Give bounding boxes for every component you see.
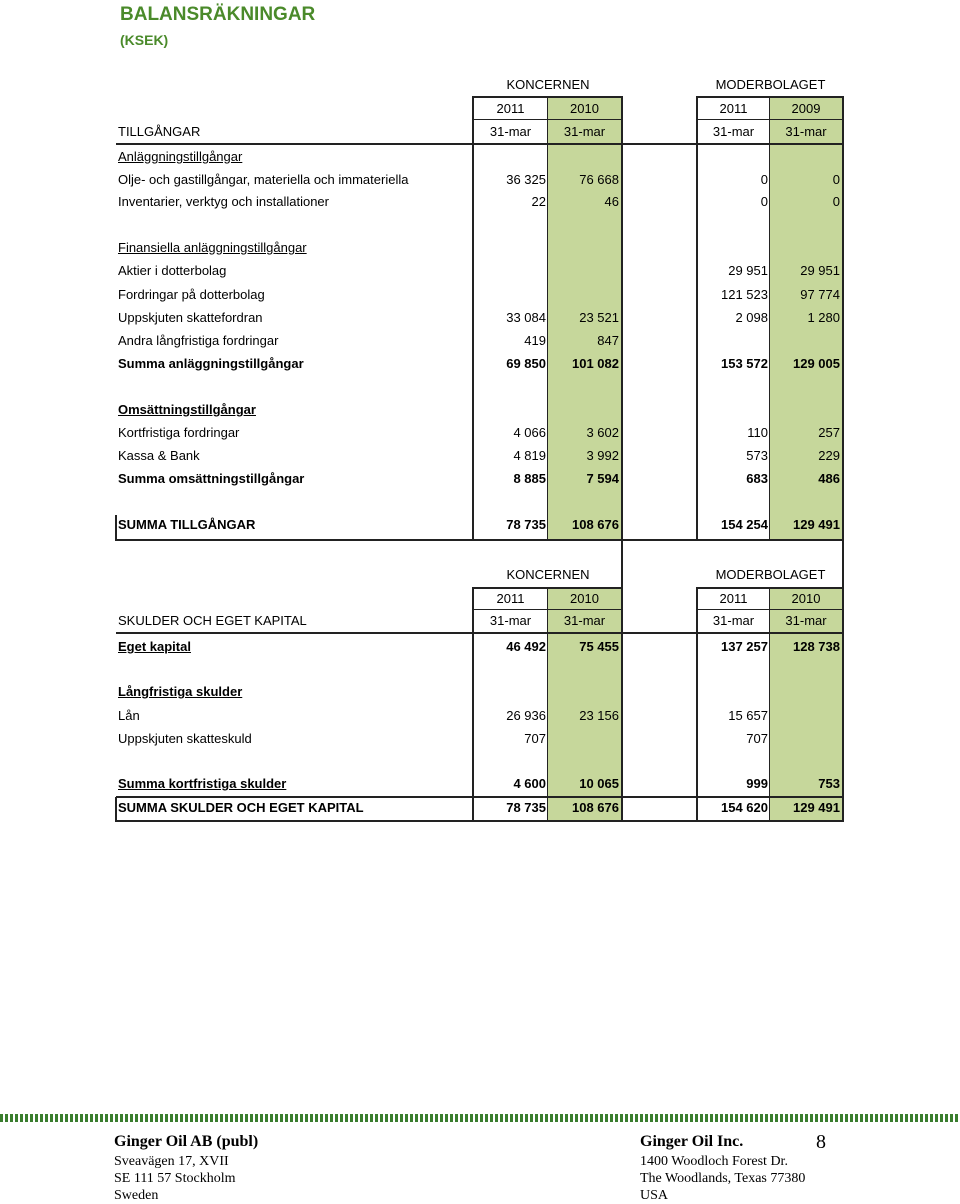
cell-fordringar-dotter-3: 121 523 [721,287,768,302]
liab-period-1: 31-mar [489,613,532,628]
cell-eget-2: 75 455 [579,639,619,654]
cell-andra-1: 419 [524,333,546,348]
assets-period-2: 31-mar [563,124,606,139]
row-label-inventarier: Inventarier, verktyg och installationer [118,194,329,209]
row-label-summa-anl: Summa anläggningstillgångar [118,356,304,371]
cell-summa-skulder-2: 108 676 [572,800,619,815]
cell-summa-anl-3: 153 572 [721,356,768,371]
liab-header-rule-1 [473,609,623,610]
liab-section-label: SKULDER OCH EGET KAPITAL [118,613,307,628]
assets-period-3: 31-mar [712,124,755,139]
row-label-summa-skulder: SUMMA SKULDER OCH EGET KAPITAL [118,800,364,815]
liab-subtotal-rule [116,796,844,798]
assets-header-rule-1 [473,119,623,120]
cell-summa-oms-4: 486 [818,471,840,486]
liab-col-divider-6 [842,541,844,822]
cell-summa-skulder-4: 129 491 [793,800,840,815]
cell-summa-tillg-3: 154 254 [721,517,768,532]
liab-period-3: 31-mar [712,613,755,628]
cell-kassa-4: 229 [818,448,840,463]
liab-left-border [115,797,117,822]
cell-summa-anl-4: 129 005 [793,356,840,371]
cell-summa-skulder-3: 154 620 [721,800,768,815]
cell-lan-2: 23 156 [579,708,619,723]
row-label-summa-kort: Summa kortfristiga skulder [118,776,287,791]
row-label-summa-oms: Summa omsättningstillgångar [118,471,305,486]
cell-kassa-2: 3 992 [586,448,619,463]
row-label-andra: Andra långfristiga fordringar [118,333,279,348]
assets-period-1: 31-mar [489,124,532,139]
assets-section-label: TILLGÅNGAR [118,124,201,139]
current-assets-header: Omsättningstillgångar [118,402,256,417]
cell-summa-kort-2: 10 065 [579,776,619,791]
cell-summa-anl-2: 101 082 [572,356,619,371]
liab-col-divider-3 [621,541,623,822]
assets-group2-header: MODERBOLAGET [715,77,826,92]
assets-col-divider-3 [621,96,623,541]
cell-olje-1: 36 325 [506,172,546,187]
assets-table-top-rule [116,143,844,145]
cell-summa-kort-3: 999 [746,776,768,791]
footer-right-country: USA [640,1188,669,1203]
row-label-fordringar-dotter: Fordringar på dotterbolag [118,287,265,302]
cell-skattefordran-1: 33 084 [506,310,546,325]
page-number: 8 [816,1131,826,1153]
assets-group1-header: KONCERNEN [506,77,590,92]
row-label-skattefordran: Uppskjuten skattefordran [118,310,263,325]
liab-year-3: 2011 [719,591,748,606]
cell-summa-tillg-1: 78 735 [506,517,546,532]
cell-skatteskuld-1: 707 [524,731,546,746]
cell-olje-3: 0 [760,172,768,187]
liab-group1-rule [473,587,623,589]
footer-left-country: Sweden [114,1188,159,1203]
row-label-summa-tillg: SUMMA TILLGÅNGAR [118,517,256,532]
liab-year-4: 2010 [791,591,821,606]
row-label-kortfristiga: Kortfristiga fordringar [118,425,240,440]
liab-period-4: 31-mar [785,613,827,628]
assets-col-divider-6 [842,96,844,541]
cell-summa-tillg-2: 108 676 [572,517,619,532]
cell-summa-skulder-1: 78 735 [506,800,546,815]
cell-skatteskuld-3: 707 [746,731,768,746]
fixed-assets-header: Anläggningstillgångar [118,149,243,164]
cell-lan-1: 26 936 [506,708,546,723]
liab-group1-header: KONCERNEN [506,567,590,582]
cell-inventarier-4: 0 [832,194,840,209]
liab-table-top-rule [116,632,844,634]
cell-skattefordran-4: 1 280 [807,310,840,325]
assets-group2-rule [697,96,844,98]
footer-right-company: Ginger Oil Inc. [640,1133,744,1150]
longterm-liab-header: Långfristiga skulder [118,684,243,699]
cell-summa-kort-1: 4 600 [513,776,546,791]
cell-summa-tillg-4: 129 491 [793,517,840,532]
liab-group2-rule [697,587,844,589]
financial-assets-header: Finansiella anläggningstillgångar [118,240,307,255]
assets-period-4: 31-mar [785,124,827,139]
cell-kortfristiga-4: 257 [818,425,840,440]
cell-lan-3: 15 657 [728,708,768,723]
cell-summa-kort-4: 753 [818,776,840,791]
assets-year-2: 2010 [570,101,599,116]
cell-inventarier-2: 46 [604,194,619,209]
cell-inventarier-1: 22 [531,194,546,209]
footer-left-address2: SE 111 57 Stockholm [114,1171,236,1186]
row-label-skatteskuld: Uppskjuten skatteskuld [118,731,252,746]
assets-year-1: 2011 [496,101,525,116]
cell-summa-oms-2: 7 594 [586,471,619,486]
footer-left-company: Ginger Oil AB (publ) [114,1133,259,1150]
cell-kassa-1: 4 819 [513,448,546,463]
cell-skattefordran-3: 2 098 [735,310,768,325]
cell-eget-3: 137 257 [721,639,768,654]
cell-kortfristiga-1: 4 066 [513,425,546,440]
liab-year-2: 2010 [570,591,599,606]
cell-kortfristiga-2: 3 602 [586,425,619,440]
assets-group1-rule [473,96,623,98]
footer-right-address1: 1400 Woodloch Forest Dr. [640,1154,788,1169]
cell-summa-oms-1: 8 885 [513,471,546,486]
assets-year-4: 2009 [791,101,821,116]
unit-label: (KSEK) [120,32,169,48]
row-label-lan: Lån [118,708,140,723]
assets-left-border [115,515,117,541]
row-label-kassa: Kassa & Bank [118,448,200,463]
cell-kortfristiga-3: 110 [747,425,768,440]
liab-header-rule-2 [697,609,844,610]
cell-eget-4: 128 738 [793,639,840,654]
row-label-aktier: Aktier i dotterbolag [118,263,227,278]
footer-divider [0,1114,960,1122]
cell-inventarier-3: 0 [760,194,768,209]
cell-kassa-3: 573 [746,448,768,463]
assets-year-3: 2011 [719,101,748,116]
liab-group2-header: MODERBOLAGET [715,567,826,582]
cell-skattefordran-2: 23 521 [579,310,619,325]
liab-year-1: 2011 [496,591,525,606]
cell-andra-2: 847 [597,333,619,348]
cell-olje-2: 76 668 [579,172,619,187]
page-title: BALANSRÄKNINGAR [120,4,316,25]
row-label-eget: Eget kapital [118,639,191,654]
assets-header-rule-2 [697,119,844,120]
cell-aktier-4: 29 951 [800,263,840,278]
cell-aktier-3: 29 951 [728,263,768,278]
row-label-olje: Olje- och gastillgångar, materiella och immateriella [118,172,409,187]
footer-left-address1: Sveavägen 17, XVII [114,1154,229,1169]
cell-fordringar-dotter-4: 97 774 [800,287,840,302]
cell-eget-1: 46 492 [506,639,546,654]
cell-olje-4: 0 [832,172,840,187]
cell-summa-oms-3: 683 [746,471,768,486]
assets-total-rule [116,539,844,541]
liab-total-rule [116,820,844,822]
liab-period-2: 31-mar [563,613,606,628]
footer-right-address2: The Woodlands, Texas 77380 [640,1171,806,1186]
cell-summa-anl-1: 69 850 [506,356,546,371]
